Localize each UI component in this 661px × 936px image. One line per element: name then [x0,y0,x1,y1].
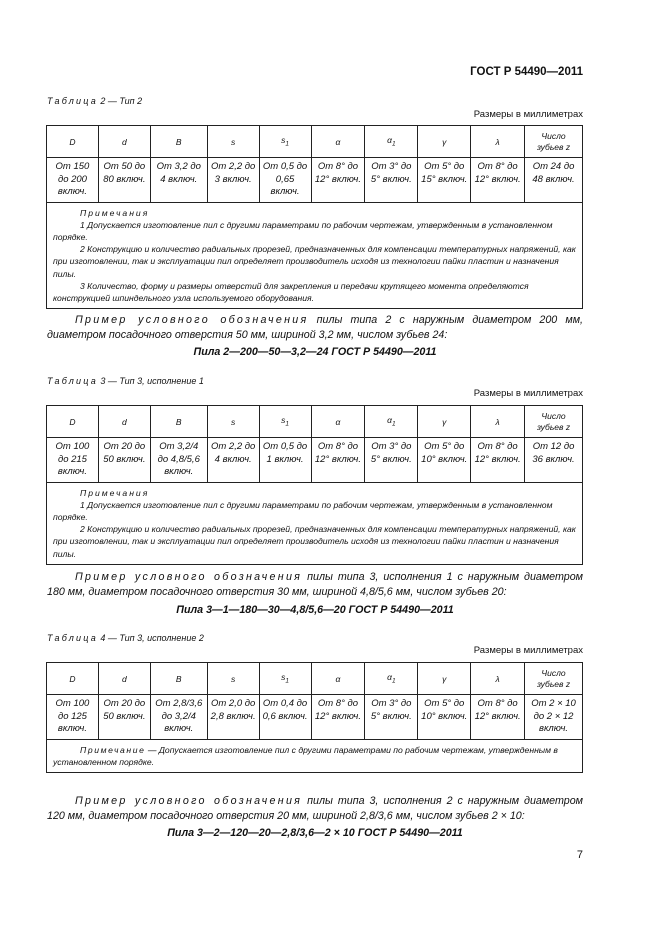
table-cell: От 5° до 10° включ. [418,695,471,740]
header-row [47,406,583,438]
example1-lead: Пример условного обозначения [75,314,309,326]
column-header-label: Число зубьев z [536,130,571,152]
column-header-label: D [69,136,76,147]
column-header [47,126,99,158]
table-cell: От 8° до 12° включ. [311,438,365,483]
column-header [150,663,207,695]
column-header [311,406,365,438]
table-row [47,438,583,483]
example3-text [47,794,583,823]
notes-row [47,482,583,564]
table4-caption [47,633,204,643]
example2-text [47,570,583,599]
table4-units: Размеры в миллиметрах [473,645,583,656]
note-item: 1 Допускается изготовление пил с другими параметрами по рабочим чертежам, утвержденным в установленном порядке. [53,499,553,522]
column-header-label: s [281,415,286,426]
table-notes [47,739,583,772]
notes-row [47,739,583,772]
table2-caption [47,96,142,106]
column-header [471,406,525,438]
note-item: 1 Допускается изготовление пил с другими параметрами по рабочим чертежам, утвержденным в установленном порядке. [53,219,553,242]
table-cell: От 12 до 36 включ. [525,438,583,483]
table-cell: От 20 до 50 включ. [98,695,150,740]
table-cell: От 8° до 12° включ. [311,695,365,740]
table3-units: Размеры в миллиметрах [473,388,583,399]
column-header [525,126,583,158]
page-number: 7 [576,849,583,861]
table-cell: От 0,4 до 0,6 включ. [259,695,311,740]
column-header [98,126,150,158]
column-header-label: λ [495,673,500,684]
column-header-label: λ [495,416,500,427]
column-header [525,406,583,438]
table-cell: От 2,0 до 2,8 включ. [207,695,259,740]
column-header-label: α [387,415,392,426]
table-cell: От 150 до 200 включ. [47,158,99,203]
table3-caption-prefix: Таблица [47,376,98,386]
table-cell: От 50 до 80 включ. [98,158,150,203]
column-header-label: s [281,135,286,146]
column-header [207,406,259,438]
table-cell: От 0,5 до 0,65 включ. [259,158,311,203]
column-header-subscript: 1 [391,677,396,685]
column-header-label: α [335,673,341,684]
table-cell: От 2,8/3,6 до 3,2/4 включ. [150,695,207,740]
column-header-label: B [175,416,182,427]
column-header [418,406,471,438]
document-header: ГОСТ Р 54490—2011 [470,66,583,78]
example1-body: пилы типа 2 с наружным диаметром 200 мм, диаметром посадочного отверстия 50 мм, шириной 3,2 мм, числом зубьев 24: [47,314,583,341]
column-header [259,126,311,158]
column-header-label: α [335,416,341,427]
column-header [207,126,259,158]
table-cell: От 8° до 12° включ. [471,695,525,740]
notes-title: Примечания [80,487,150,498]
column-header-label: α [387,135,392,146]
table-row [47,158,583,203]
column-header [150,406,207,438]
table-cell: От 20 до 50 включ. [98,438,150,483]
table2 [46,125,583,309]
table-cell: От 3,2 до 4 включ. [150,158,207,203]
table-cell: От 24 до 48 включ. [525,158,583,203]
note-item: 2 Конструкцию и количество радиальных прорезей, предназначенных для компенсации температурных напряжений, как при изготовлении, так и эксплуатации пил определяет производитель исходя из технологии пайки пластин и назначения пилы. [53,524,576,559]
table2-caption-rest: 2 — Тип 2 [97,96,143,106]
column-header [311,126,365,158]
column-header [365,663,418,695]
table3-caption [47,376,204,386]
table-cell: От 2,2 до 4 включ. [207,438,259,483]
table-cell: От 0,5 до 1 включ. [259,438,311,483]
column-header-subscript: 1 [391,420,396,428]
header-row [47,126,583,158]
table-notes [47,482,583,564]
column-header-label: α [335,136,341,147]
column-header [365,406,418,438]
column-header-label: D [69,416,76,427]
example2-lead: Пример условного обозначения [75,571,303,583]
column-header [311,663,365,695]
table4 [46,662,583,773]
column-header [259,663,311,695]
column-header-label: d [121,136,127,147]
table-cell: От 5° до 10° включ. [418,438,471,483]
column-header-label: γ [442,673,447,684]
column-header-label: Число зубьев z [536,410,571,432]
column-header [47,663,99,695]
table3-caption-rest: 3 — Тип 3, исполнение 1 [97,376,204,386]
table-cell: От 8° до 12° включ. [311,158,365,203]
column-header-subscript: 1 [285,420,289,428]
column-header [418,663,471,695]
example2-body: пилы типа 3, исполнения 1 с наружным диаметром 180 мм, диаметром посадочного отверстия 30 мм, шириной 4,8/5,6 мм, числом зубьев 20: [47,571,583,598]
table-cell: От 100 до 215 включ. [47,438,99,483]
column-header-label: s [231,673,236,684]
column-header-subscript: 1 [285,140,289,148]
notes-title: Примечания [80,207,150,218]
column-header-label: Число зубьев z [536,667,571,689]
column-header-label: α [387,672,392,683]
table-cell: От 100 до 125 включ. [47,695,99,740]
column-header [525,663,583,695]
table-cell: От 2,2 до 3 включ. [207,158,259,203]
example2-designation: Пила 3—1—180—30—4,8/5,6—20 ГОСТ Р 54490—2011 [176,604,454,616]
table4-caption-prefix: Таблица [47,633,98,643]
column-header [98,663,150,695]
column-header-label: γ [442,136,447,147]
table-cell: От 2 × 10 до 2 × 12 включ. [525,695,583,740]
example1-designation: Пила 2—200—50—3,2—24 ГОСТ Р 54490—2011 [193,346,437,358]
table-cell: От 5° до 15° включ. [418,158,471,203]
table2-caption-prefix: Таблица [47,96,98,106]
table-cell: От 3° до 5° включ. [365,158,418,203]
column-header-subscript: 1 [285,677,289,685]
column-header-label: s [231,136,236,147]
column-header-label: d [121,416,127,427]
table4-caption-rest: 4 — Тип 3, исполнение 2 [97,633,204,643]
table-cell: От 8° до 12° включ. [471,158,525,203]
note-item: 2 Конструкцию и количество радиальных прорезей, предназначенных для компенсации температурных напряжений, как при изготовлении, так и эксплуатации пил определяет производитель исходя из технологии пайки пластин и назначения пилы. [53,244,576,279]
column-header [150,126,207,158]
column-header [47,406,99,438]
column-header [471,126,525,158]
example3-body: пилы типа 3, исполнения 2 с наружным диаметром 120 мм, диаметром посадочного отверстия 20 мм, шириной 2,8/3,6 мм, числом зубьев 2 × 10: [47,795,583,822]
table-cell: От 3,2/4 до 4,8/5,6 включ. [150,438,207,483]
column-header-label: γ [442,416,447,427]
column-header-subscript: 1 [391,140,396,148]
example3-designation: Пила 3—2—120—20—2,8/3,6—2 × 10 ГОСТ Р 54490—2011 [167,827,463,839]
example3-lead: Пример условного обозначения [75,795,303,807]
header-row [47,663,583,695]
column-header-label: s [231,416,236,427]
column-header-label: λ [495,136,500,147]
table-cell: От 3° до 5° включ. [365,438,418,483]
column-header-label: B [175,136,182,147]
note-lead: Примечание [80,744,146,755]
column-header-label: D [69,673,76,684]
example1-text [47,313,583,342]
column-header-label: d [121,673,127,684]
column-header-label: B [175,673,182,684]
table2-units: Размеры в миллиметрах [473,109,583,120]
column-header [98,406,150,438]
table-row [47,695,583,740]
note-item [53,744,576,768]
column-header [471,663,525,695]
table-cell: От 8° до 12° включ. [471,438,525,483]
table-cell: От 3° до 5° включ. [365,695,418,740]
column-header-label: s [281,672,286,683]
column-header [259,406,311,438]
notes-row [47,202,583,309]
column-header [418,126,471,158]
column-header [365,126,418,158]
column-header [207,663,259,695]
table3 [46,405,583,565]
note-item: 3 Количество, форму и размеры отверстий для закрепления и передачи крутящего момента определяются конструкцией шпиндельного узла используемого оборудования. [53,280,529,303]
table-notes [47,202,583,309]
note-text: — Допускается изготовление пил с другими параметрами по рабочим чертежам, утвержденным в установленном порядке. [53,744,558,767]
